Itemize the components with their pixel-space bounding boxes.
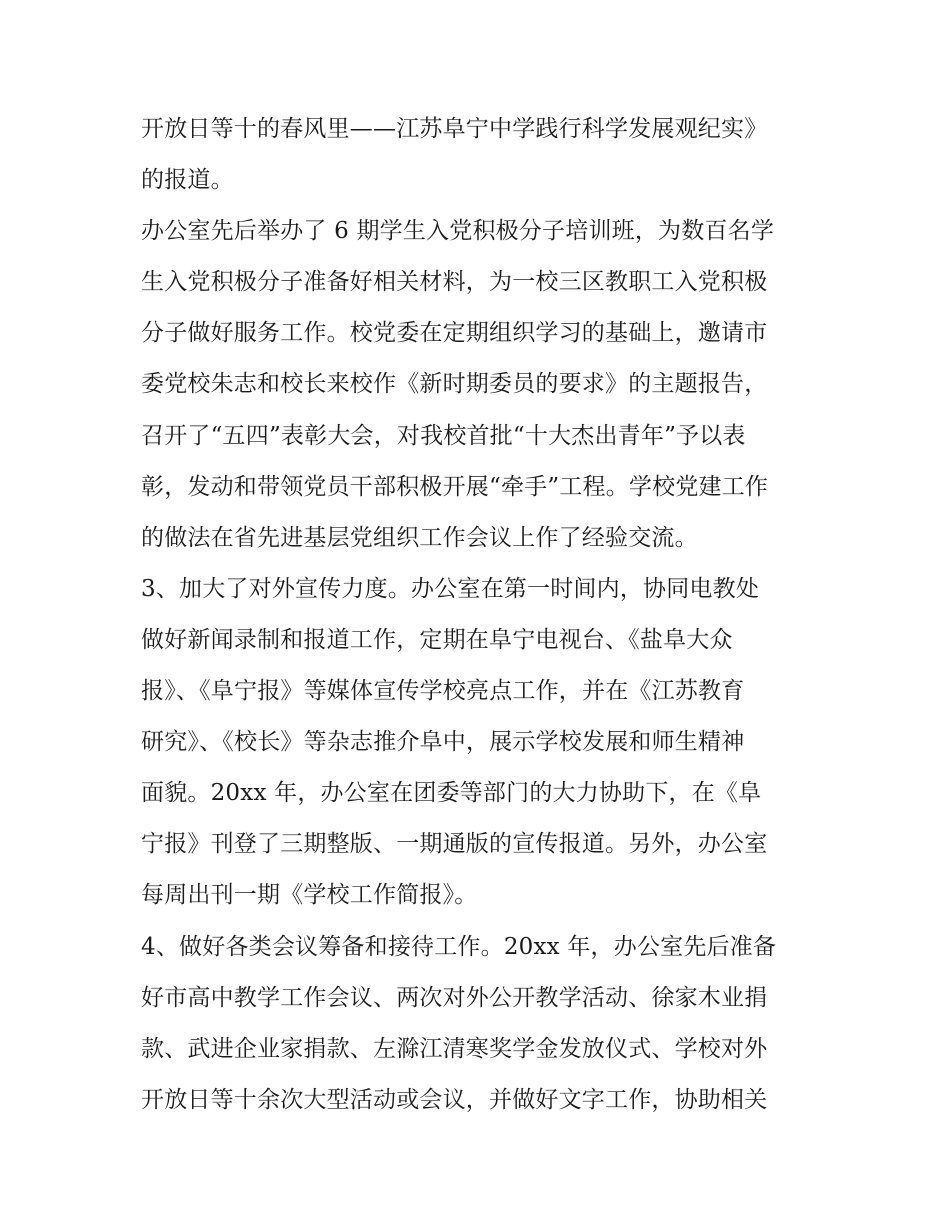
text-line: 委党校朱志和校长来校作《新时期委员的要求》的主题报告， [141,371,768,398]
text-line: 彰，发动和带领党员干部积极开展“牵手”工程。学校党建工作 [141,473,769,500]
text-line: 分子做好服务工作。校党委在定期组织学习的基础上，邀请市 [141,320,768,347]
text-line: 每周出刊一期《学校工作简报》。 [141,882,478,909]
text-line: 召开了“五四”表彰大会，对我校首批“十大杰出青年”予以表 [141,422,746,449]
text-line: 3、加大了对外宣传力度。办公室在第一时间内，协同电教处 [141,575,760,602]
text-line: 报》、《阜宁报》等媒体宣传学校亮点工作，并在《江苏教育 [141,678,745,705]
text-line: 好市高中教学工作会议、两次对外公开教学活动、徐家木业捐 [141,984,768,1011]
text-line: 款、武进企业家捐款、左滁江清寒奖学金发放仪式、学校对外 [141,1035,768,1062]
text-line: 研究》、《校长》等杂志推介阜中，展示学校发展和师生精神 [141,729,745,756]
text-line: 办公室先后举办了 6 期学生入党积极分子培训班，为数百名学 [141,218,775,245]
text-line: 开放日等十余次大型活动或会议，并做好文字工作，协助相关 [141,1086,768,1113]
text-line: 做好新闻录制和报道工作，定期在阜宁电视台、《盐阜大众 [141,626,733,653]
text-line: 开放日等十的春风里——江苏阜宁中学践行科学发展观纪实》 [141,116,768,142]
text-line: 宁报》刊登了三期整版、一期通版的宣传报道。另外，办公室 [141,831,768,858]
text-line: 生入党积极分子准备好相关材料，为一校三区教职工入党积极 [141,269,768,296]
text-line: 的报道。 [141,167,234,194]
body-text [141,104,821,1126]
text-line: 4、做好各类会议筹备和接待工作。20xx 年，办公室先后准备 [141,933,777,960]
text-line: 面貌。20xx 年，办公室在团委等部门的大力协助下，在《阜 [141,780,762,807]
text-line: 的做法在省先进基层党组织工作会议上作了经验交流。 [141,524,698,551]
